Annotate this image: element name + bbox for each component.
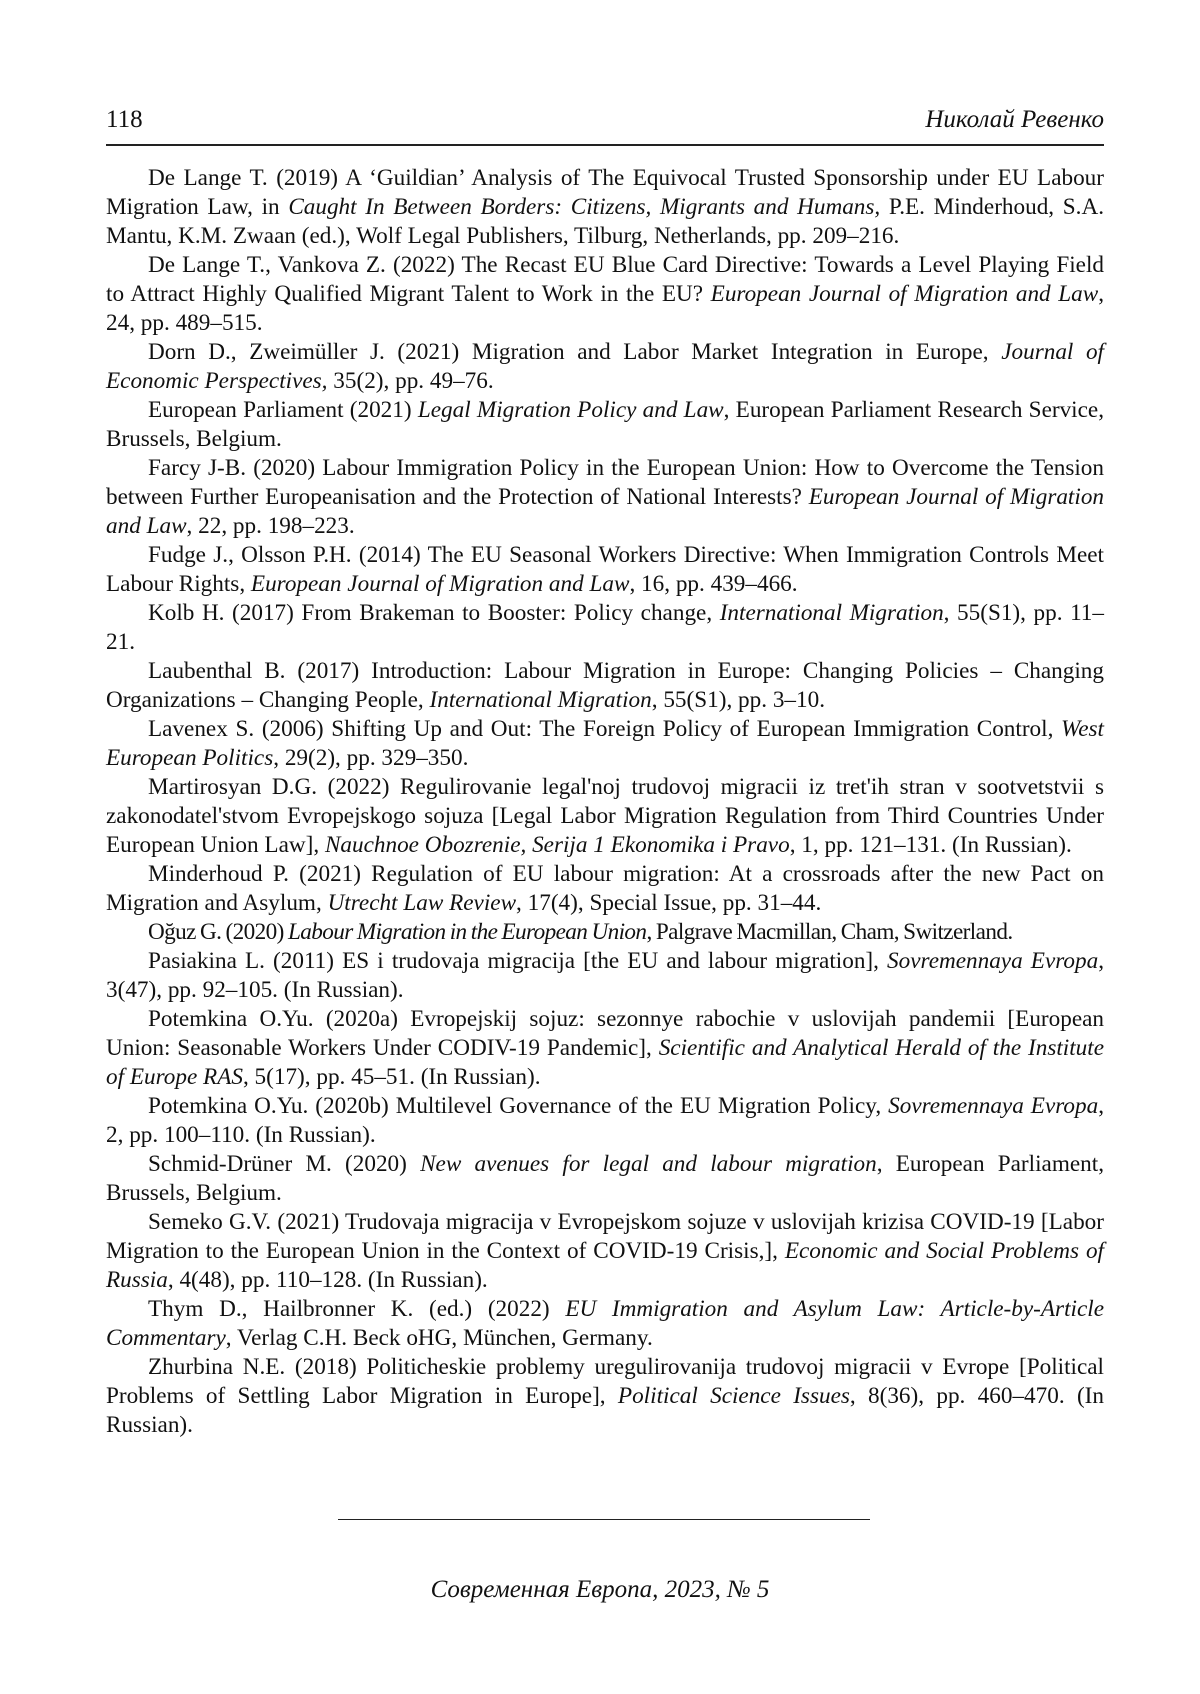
reference-text: , Verlag C.H. Beck oHG, München, Germany. [225,1325,653,1351]
reference-text: , 4(48), pp. 110–128. (In Russian). [167,1267,488,1293]
reference-source-title: EU Immigration and Asylum Law: Article-by-Article Commentary [106,1296,1104,1351]
running-head: Николай Ревенко [925,106,1104,133]
reference-source-title: European Journal of Migration and Law [250,571,630,597]
reference-source-title: Journal of Economic Perspectives, [106,339,1104,394]
reference-entry [106,541,1104,599]
reference-text: European Parliament (2021) [148,397,418,423]
journal-footer: Современная Европа, 2023, № 5 [430,1576,770,1603]
reference-entry [106,599,1104,657]
end-rule [338,1519,870,1520]
reference-entry [106,773,1104,860]
reference-text: P.E. Minderhoud, S.A. Mantu, K.M. Zwaan (ed.), Wolf Legal Publishers, Tilburg, Netherlands, pp. 209–216. [106,194,1105,249]
reference-entry [106,1150,1104,1208]
reference-text: , European Parliament Research Service, Brussels, Belgium. [106,397,1104,452]
reference-text: Laubenthal B. (2017) Introduction: Labour Migration in Europe: Changing Policies – Changing Organizations – Changing People, [106,658,1104,713]
reference-text: Minderhoud P. (2021) Regulation of EU labour migration: At a crossroads after the new Pact on Migration and Asylum, [106,861,1104,916]
reference-text: , 24, pp. 489–515. [106,281,1104,336]
reference-text: Dorn D., Zweimüller J. (2021) Migration and Labor Market Integration in Europe, [148,339,1002,365]
reference-entry [106,1295,1104,1353]
reference-source-title: European Journal of Migration and Law [710,281,1099,307]
reference-source-title: Legal Migration Policy and Law [417,397,724,423]
reference-entry [106,918,1104,947]
reference-text: , 55(S1), pp. 11–21. [106,600,1104,655]
reference-text: Semeko G.V. (2021) Trudovaja migracija v Evropejskom sojuze v uslovijah krizisa COVID-19 [Labor Migration to the European Union in the Context of COVID-19 Crisis,], [106,1209,1104,1264]
reference-text: Potemkina O.Yu. (2020b) Multilevel Governance of the EU Migration Policy, [148,1093,889,1119]
reference-entry [106,1092,1104,1150]
reference-source-title: Economic and Social Problems of Russia [106,1238,1104,1293]
reference-text: , European Parliament, Brussels, Belgium. [106,1151,1104,1206]
reference-source-title: Nauchnoe Obozrenie, Serija 1 Ekonomika i Pravo [324,832,790,858]
reference-list [106,164,1104,1440]
reference-entry [106,947,1104,1005]
reference-text: 35(2), pp. 49–76. [327,368,494,394]
reference-text: De Lange T., Vankova Z. (2022) The Recast EU Blue Card Directive: Towards a Level Playing Field to Attract Highly Qualified Migrant Talent to Work in the EU? [106,252,1104,307]
reference-text: Martirosyan D.G. (2022) Regulirovanie legal'noj trudovoj migracii iz tret'ih stran v sootvetstvii s zakonodatel'stvom Evropejskogo sojuza [Legal Labor Migration Regulation from Third Countries Under European Union Law], [106,774,1104,858]
reference-text: Zhurbina N.E. (2018) Politicheskie problemy uregulirovanija trudovoj migracii v Evrope [Political Problems of Settling Labor Migration in Europe], [106,1354,1104,1409]
reference-entry [106,715,1104,773]
reference-text: , 8(36), pp. 460–470. (In Russian). [106,1383,1104,1438]
reference-source-title: Sovremennaya Evropa [887,948,1099,974]
reference-text: Schmid-Drüner M. (2020) [148,1151,421,1177]
reference-text: Potemkina O.Yu. (2020a) Evropejskij sojuz: sezonnye rabochie v uslovijah pandemii [European Union: Seasonable Workers Under CODIV-19 Pandemic], [106,1006,1104,1061]
reference-text: Kolb H. (2017) From Brakeman to Booster: Policy change, [148,600,720,626]
reference-text: , 5(17), pp. 45–51. (In Russian). [242,1064,541,1090]
reference-entry [106,396,1104,454]
reference-source-title: Political Science Issues [617,1383,850,1409]
reference-text: Oğuz G. (2020) [148,919,288,945]
reference-source-title: Utrecht Law Review [327,890,517,916]
reference-source-title: European Journal of Migration and Law [106,484,1105,539]
reference-text: , 29(2), pp. 329–350. [273,745,469,771]
page-number: 118 [106,106,143,133]
reference-text: , 16, pp. 439–466. [629,571,798,597]
reference-text: , 55(S1), pp. 3–10. [651,687,825,713]
reference-entry [106,1005,1104,1092]
reference-text: , 17(4), Special Issue, pp. 31–44. [516,890,822,916]
reference-source-title: International Migration [429,687,652,713]
reference-text: Farcy J-B. (2020) Labour Immigration Policy in the European Union: How to Overcome the Tension between Further Europeanisation and the Protection of National Interests? [106,455,1104,510]
reference-text: De Lange T. (2019) A ‘Guildian’ Analysis of The Equivocal Trusted Sponsorship under EU Labour Migration Law, in [106,165,1104,220]
reference-entry [106,860,1104,918]
reference-text: Lavenex S. (2006) Shifting Up and Out: The Foreign Policy of European Immigration Control, [148,716,1062,742]
reference-entry [106,164,1104,251]
reference-source-title: New avenues for legal and labour migration [420,1151,877,1177]
reference-text: Pasiakina L. (2011) ES i trudovaja migracija [the EU and labour migration], [148,948,888,974]
reference-text: , 1, pp. 121–131. (In Russian). [789,832,1072,858]
reference-source-title: Caught In Between Borders: Citizens, Migrants and Humans, [288,194,881,220]
reference-text: , Palgrave Macmillan, Cham, Switzerland. [646,919,1013,945]
reference-source-title: Scientific and Analytical Herald of the Institute of Europe RAS [106,1035,1104,1090]
reference-entry [106,251,1104,338]
reference-entry [106,338,1104,396]
reference-source-title: Sovremennaya Evropa [888,1093,1099,1119]
reference-entry [106,657,1104,715]
reference-entry [106,454,1104,541]
reference-text: Thym D., Hailbronner K. (ed.) (2022) [148,1296,566,1322]
page-header [106,104,1104,146]
reference-source-title: West European Politics [106,716,1104,771]
reference-entry [106,1208,1104,1295]
reference-text: Fudge J., Olsson P.H. (2014) The EU Seasonal Workers Directive: When Immigration Controls Meet Labour Rights, [106,542,1104,597]
reference-source-title: Labour Migration in the European Union [287,919,647,945]
reference-entry [106,1353,1104,1440]
reference-text: , 22, pp. 198–223. [186,513,355,539]
reference-text: , 2, pp. 100–110. (In Russian). [106,1093,1104,1148]
reference-text: , 3(47), pp. 92–105. (In Russian). [106,948,1104,1003]
reference-source-title: International Migration [719,600,944,626]
